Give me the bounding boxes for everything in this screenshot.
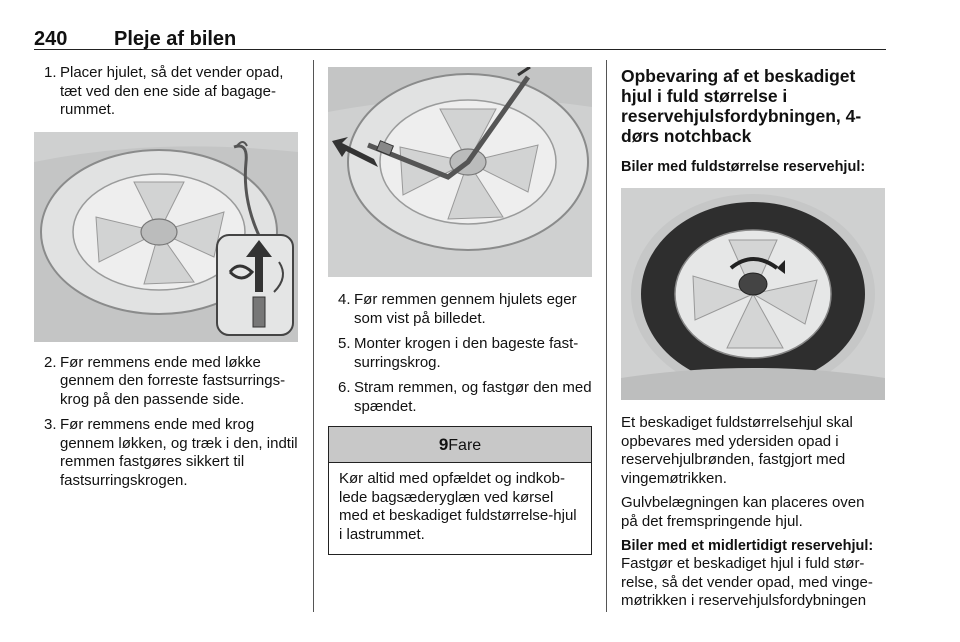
danger-text: Kør altid med opfældet og indkob-lede bagsæderyglæn ved kørsel med et beskadiget fuldstørrelse-hjul i lastrummet. — [339, 470, 577, 543]
page-title: Pleje af bilen — [114, 28, 237, 50]
column-divider-right — [606, 60, 607, 612]
step-item — [34, 64, 298, 120]
step-item — [328, 379, 592, 416]
step-text: Monter krogen i den bageste fast-surringskrog. — [354, 335, 579, 371]
warning-triangle-icon: 9 — [438, 435, 449, 454]
column-3 — [621, 64, 885, 611]
steps-list-top — [34, 64, 298, 120]
figure-wheel-strap-spokes — [328, 67, 592, 277]
step-text: Før remmens ende med løkke gennem den forreste fastsurrings-krog på den passende side. — [60, 353, 286, 408]
step-number: 3. — [44, 416, 57, 433]
step-text: Før remmen gennem hjulets eger som vist på billedet. — [354, 291, 577, 327]
step-text: Placer hjulet, så det vender opad, tæt ved den ene side af bagage-rummet. — [60, 64, 284, 118]
step-number: 5. — [338, 335, 351, 352]
step-number: 6. — [338, 379, 351, 396]
subheading-full-size-spare: Biler med fuldstørrelse reservehjul: — [621, 159, 866, 175]
step-number: 2. — [44, 353, 57, 371]
wheel-well-illustration — [621, 188, 885, 400]
step-item — [34, 354, 298, 410]
figure-wheel-in-well — [621, 188, 885, 400]
step-number: 1. — [44, 64, 57, 81]
step-number: 4. — [338, 291, 351, 308]
paragraph: Fastgør et beskadiget hjul i fuld stør-relse, så det vender opad, med vinge-møtrikken i reservehjulsfordybningen — [621, 555, 873, 609]
column-divider-left — [313, 60, 314, 612]
step-text: Før remmens ende med krog gennem løkken, og træk i den, indtil remmen fastgøres sikkert til fastsurringskrogen. — [60, 416, 298, 489]
wheel-illustration — [34, 132, 298, 342]
page-header — [34, 26, 886, 50]
paragraph: Et beskadiget fuldstørrelsehjul skal opbevares med ydersiden opad i reservehjulbrønden, fastgjort med vingemøtrikken. — [621, 414, 853, 487]
paragraph: Gulvbelægningen kan placeres oven på det fremspringende hjul. — [621, 494, 865, 530]
steps-list-bottom — [34, 354, 298, 491]
steps-list — [328, 291, 592, 416]
section-heading: Opbevaring af et beskadiget hjul i fuld størrelse i reservehjulsfordybningen, 4-dørs notchback — [621, 66, 862, 146]
danger-title: Fare — [448, 437, 482, 454]
danger-header — [329, 427, 591, 463]
step-text: Stram remmen, og fastgør den med spændet. — [354, 379, 592, 415]
subheading-temporary-spare: Biler med et midlertidigt reservehjul: — [621, 538, 874, 554]
step-item — [34, 416, 298, 490]
step-item — [328, 291, 592, 328]
column-2 — [328, 64, 592, 555]
wheel-strap-illustration — [328, 67, 592, 277]
danger-warning-box — [328, 426, 592, 555]
figure-wheel-strap-loop — [34, 132, 298, 342]
page-number: 240 — [34, 28, 68, 50]
column-1 — [34, 64, 298, 490]
step-item — [328, 335, 592, 372]
